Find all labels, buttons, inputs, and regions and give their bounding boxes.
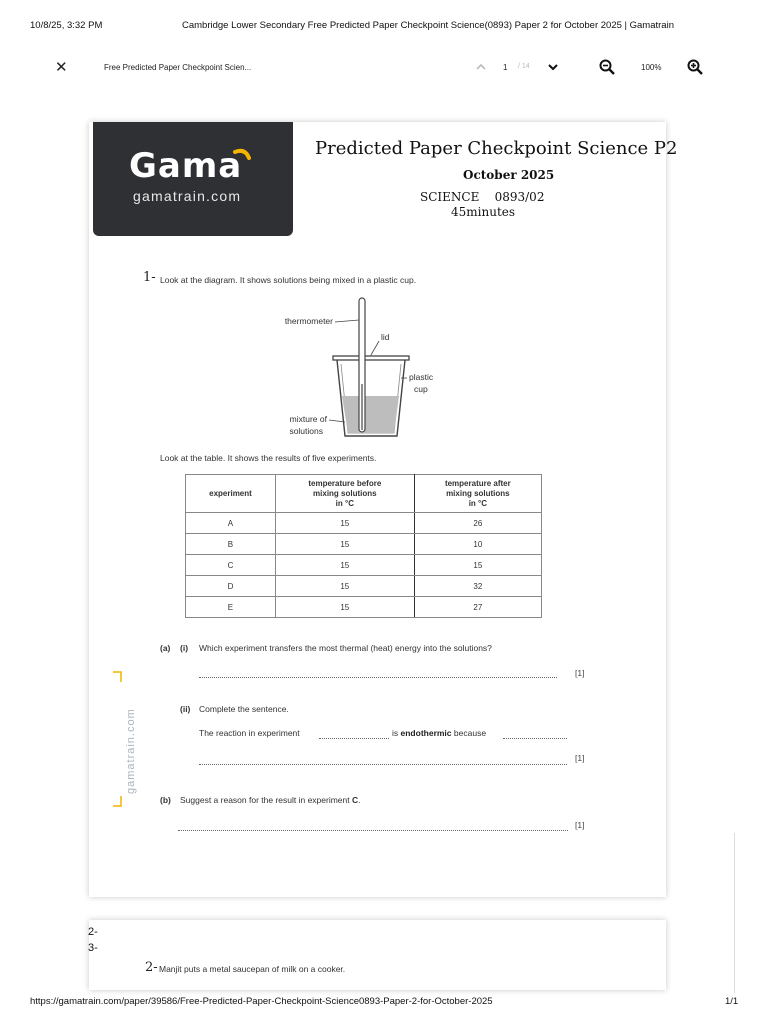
- zoom-in-icon[interactable]: [686, 58, 704, 76]
- table-row: A 15 26: [186, 513, 542, 534]
- table-row: D 15 32: [186, 576, 542, 597]
- table-intro: Look at the table. It shows the results of five experiments.: [160, 453, 377, 463]
- print-header: [0, 0, 768, 36]
- logo-url: gamatrain.com: [133, 188, 242, 204]
- sentence-middle: is endothermic because: [392, 728, 487, 738]
- answer-blank[interactable]: [503, 738, 567, 739]
- total-pages: / 14: [518, 63, 530, 70]
- results-table: [185, 474, 542, 618]
- col-header-after: temperature after mixing solutions in °C: [414, 475, 541, 513]
- answer-line[interactable]: [178, 830, 568, 831]
- part-a-label: (a): [160, 643, 171, 653]
- print-footer: [0, 996, 768, 1016]
- document-title: Free Predicted Paper Checkpoint Scien...: [104, 63, 252, 72]
- label-plastic: plastic: [409, 372, 434, 382]
- part-b-label: (b): [160, 795, 171, 805]
- zoom-level[interactable]: 100%: [641, 63, 662, 72]
- table-row: B 15 10: [186, 534, 542, 555]
- question-text: Manjit puts a metal saucepan of milk on a cooker.: [159, 964, 346, 974]
- sentence-start: The reaction in experiment: [199, 728, 300, 738]
- col-header-experiment: experiment: [186, 475, 276, 513]
- part-a-i-text: Which experiment transfers the most thermal (heat) energy into the solutions?: [199, 643, 492, 653]
- col-header-before: temperature before mixing solutions in °C: [275, 475, 414, 513]
- label-cup: cup: [414, 384, 428, 394]
- paper-code: SCIENCE 0893/02: [420, 190, 545, 204]
- part-a-i-label: (i): [180, 643, 189, 653]
- marker: 3-: [88, 942, 98, 954]
- table-row: C 15 15: [186, 555, 542, 576]
- label-thermometer: thermometer: [284, 316, 333, 326]
- watermark-hook-top-icon: [111, 670, 125, 684]
- part-a-ii-text: Complete the sentence.: [199, 704, 289, 714]
- current-page-input[interactable]: 1: [503, 63, 508, 72]
- side-watermark: [111, 670, 137, 808]
- divider: [734, 833, 735, 993]
- watermark-text: gamatrain.com: [125, 708, 137, 794]
- paper-title: Predicted Paper Checkpoint Science P2: [315, 138, 678, 159]
- label-solutions: solutions: [289, 426, 323, 436]
- table-row: E 15 27: [186, 597, 542, 618]
- zoom-out-icon[interactable]: [598, 58, 616, 76]
- close-icon[interactable]: ✕: [55, 59, 68, 76]
- footer-url: https://gamatrain.com/paper/39586/Free-Predicted-Paper-Checkpoint-Science0893-Paper-2-for-October-2025: [30, 996, 493, 1007]
- document-page-2: [89, 920, 666, 990]
- answer-line[interactable]: [199, 677, 557, 678]
- logo-word: Gama: [129, 146, 243, 186]
- marker: 2-: [88, 926, 98, 938]
- chevron-up-icon[interactable]: [474, 60, 488, 74]
- paper-month: October 2025: [463, 168, 555, 182]
- document-page-1: [89, 122, 678, 897]
- part-b-text: Suggest a reason for the result in experiment C.: [180, 795, 361, 805]
- label-mixture-of: mixture of: [289, 414, 327, 424]
- print-datetime: 10/8/25, 3:32 PM: [30, 20, 103, 31]
- question-number: 1-: [143, 270, 156, 285]
- part-a-ii-label: (ii): [180, 704, 191, 714]
- answer-blank[interactable]: [319, 738, 389, 739]
- print-title: Cambridge Lower Secondary Free Predicted Paper Checkpoint Science(0893) Paper 2 for October 2025 | Gamatrain: [182, 20, 674, 31]
- question-number: 2-: [145, 960, 158, 975]
- mark: [1]: [575, 820, 585, 830]
- footer-page-number: 1/1: [725, 996, 739, 1007]
- viewer-toolbar: [0, 52, 768, 84]
- chevron-down-icon[interactable]: [546, 60, 560, 74]
- label-lid: lid: [381, 332, 390, 342]
- paper-duration: 45minutes: [451, 205, 516, 219]
- cup-diagram: [279, 294, 449, 444]
- page2-markers: [88, 924, 98, 956]
- watermark-hook-bottom-icon: [111, 794, 125, 808]
- mark: [1]: [575, 753, 585, 763]
- question-text: Look at the diagram. It shows solutions being mixed in a plastic cup.: [160, 275, 417, 285]
- mark: [1]: [575, 668, 585, 678]
- logo-accent-icon: [233, 148, 253, 164]
- answer-line[interactable]: [199, 764, 567, 765]
